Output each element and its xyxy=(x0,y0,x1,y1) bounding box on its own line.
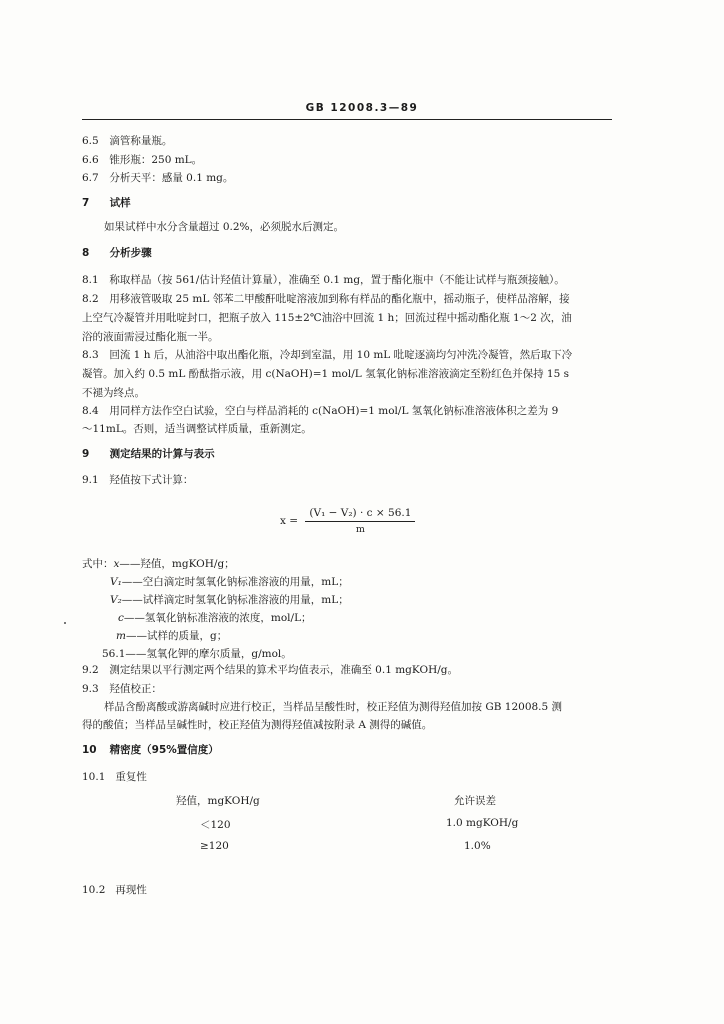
item-8-2-line3: 浴的液面需浸过酯化瓶一半。 xyxy=(82,331,219,343)
formula-numerator: (V₁ − V₂) · c × 56.1 xyxy=(305,507,415,522)
var-symbol: x xyxy=(113,558,120,570)
table-header-tolerance: 允许误差 xyxy=(454,795,496,807)
item-text: 羟值按下式计算： xyxy=(109,474,194,486)
var-symbol: V₂ xyxy=(110,594,122,606)
item-8-1 xyxy=(82,273,565,287)
item-number: 6.5 xyxy=(82,135,99,147)
table-row1-range: ＜120 xyxy=(200,819,231,831)
section-7-body: 如果试样中水分含量超过 0.2%，必须脱水后测定。 xyxy=(104,221,345,233)
var-v2 xyxy=(110,592,349,607)
item-text: 滴管称量瓶。 xyxy=(109,135,173,147)
section-7-heading xyxy=(82,196,131,210)
standard-header: GB 12008.3—89 xyxy=(305,102,419,114)
item-8-3-line1 xyxy=(82,348,572,362)
var-c xyxy=(118,610,312,625)
var-symbol: V₁ xyxy=(110,576,122,588)
var-definition: ——氢氧化钠标准溶液的浓度，mol/L； xyxy=(123,612,312,624)
section-number: 8 xyxy=(82,247,90,259)
section-9-heading xyxy=(82,447,215,461)
item-number: 8.2 xyxy=(82,293,99,305)
formula-lhs: x = xyxy=(280,515,299,527)
item-8-2-line1 xyxy=(82,292,570,306)
scan-speck xyxy=(64,622,66,624)
table-row1-tolerance: 1.0 mgKOH/g xyxy=(446,817,519,829)
var-symbol: 56.1 xyxy=(102,648,126,660)
item-text: 分析天平：感量 0.1 mg。 xyxy=(109,172,234,184)
where-line xyxy=(82,557,235,571)
item-number: 9.1 xyxy=(82,474,99,486)
table-header-hydroxyl: 羟值，mgKOH/g xyxy=(176,795,260,807)
formula-denominator: m xyxy=(355,524,365,535)
var-definition: ——氢氧化钾的摩尔质量，g/mol。 xyxy=(125,648,292,660)
var-molar-mass xyxy=(102,646,292,661)
formula-fraction xyxy=(305,507,415,535)
item-8-2-line2: 上空气冷凝管并用吡啶封口，把瓶子放入 115±2℃油浴中回流 1 h；回流过程中摇动酯化瓶 1～2 次，油 xyxy=(82,312,572,324)
item-title: 重复性 xyxy=(115,771,147,783)
var-symbol: m xyxy=(116,630,126,642)
var-symbol: c xyxy=(118,612,124,624)
item-8-3-line2: 凝管。加入约 0.5 mL 酚酞指示液，用 c(NaOH)=1 mol/L 氢氧化钠标准溶液滴定至粉红色并保持 15 s xyxy=(82,368,569,380)
item-text: 锥形瓶：250 mL。 xyxy=(109,154,203,166)
section-number: 9 xyxy=(82,448,90,460)
item-text: 回流 1 h 后，从油浴中取出酯化瓶，冷却到室温，用 10 mL 吡啶逐滴均匀冲洗冷凝管，然后取下冷 xyxy=(109,349,573,361)
item-10-2 xyxy=(82,883,147,897)
item-9-1 xyxy=(82,473,193,487)
section-number: 10 xyxy=(82,744,97,756)
item-text: 称取样品（按 561/估计羟值计算量），准确至 0.1 mg，置于酯化瓶中（不能让试样与瓶颈接触）。 xyxy=(109,274,565,286)
item-number: 8.4 xyxy=(82,405,99,417)
section-8-heading xyxy=(82,246,152,260)
item-number: 10.1 xyxy=(82,771,106,783)
item-number: 10.2 xyxy=(82,884,106,896)
item-6-7 xyxy=(82,171,233,185)
item-6-6 xyxy=(82,153,202,167)
item-8-4-line2: ～11mL。否则，适当调整试样质量，重新测定。 xyxy=(82,423,312,435)
table-row2-range: ≥120 xyxy=(200,840,229,852)
var-definition: ——试样的质量，g； xyxy=(125,630,228,642)
item-title: 羟值校正： xyxy=(109,683,162,695)
item-number: 6.7 xyxy=(82,172,99,184)
section-title: 分析步骤 xyxy=(109,247,152,259)
section-title: 测定结果的计算与表示 xyxy=(109,448,215,460)
item-9-3-line2: 得的酸值；当样品呈碱性时，校正羟值为测得羟值减按附录 A 测得的碱值。 xyxy=(82,719,433,731)
item-10-1 xyxy=(82,770,147,784)
item-title: 再现性 xyxy=(115,884,147,896)
var-definition: ——羟值，mgKOH/g； xyxy=(119,558,235,570)
section-10-heading xyxy=(82,743,219,757)
var-definition: ——空白滴定时氢氧化钠标准溶液的用量，mL； xyxy=(121,576,349,588)
item-6-5 xyxy=(82,134,172,148)
header-rule xyxy=(82,119,612,120)
item-9-2 xyxy=(82,663,458,677)
item-text: 用移液管吸取 25 mL 邻苯二甲酸酐吡啶溶液加到称有样品的酯化瓶中，摇动瓶子，使样品溶解，接 xyxy=(109,293,570,305)
item-number: 8.3 xyxy=(82,349,99,361)
table-row2-tolerance: 1.0% xyxy=(464,840,491,852)
item-text: 测定结果以平行测定两个结果的算术平均值表示，准确至 0.1 mgKOH/g。 xyxy=(109,664,458,676)
var-m xyxy=(116,628,227,643)
item-number: 9.2 xyxy=(82,664,99,676)
section-title: 试样 xyxy=(109,197,131,209)
item-number: 6.6 xyxy=(82,154,99,166)
item-number: 8.1 xyxy=(82,274,99,286)
var-v1 xyxy=(110,574,349,589)
item-9-3 xyxy=(82,682,162,696)
item-8-3-line3: 不褪为终点。 xyxy=(82,387,145,399)
hydroxyl-value-formula xyxy=(280,507,415,535)
item-number: 9.3 xyxy=(82,683,99,695)
item-text: 用同样方法作空白试验，空白与样品消耗的 c(NaOH)=1 mol/L 氢氧化钠标准溶液体积之差为 9 xyxy=(109,405,559,417)
section-number: 7 xyxy=(82,197,90,209)
where-label: 式中： xyxy=(82,558,114,570)
item-8-4-line1 xyxy=(82,404,558,418)
var-definition: ——试样滴定时氢氧化钠标准溶液的用量，mL； xyxy=(121,594,349,606)
item-9-3-line1: 样品含酚离酸或游离碱时应进行校正，当样品呈酸性时，校正羟值为测得羟值加按 GB 12008.5 测 xyxy=(104,701,563,713)
section-title: 精密度（95%置信度） xyxy=(109,744,219,756)
